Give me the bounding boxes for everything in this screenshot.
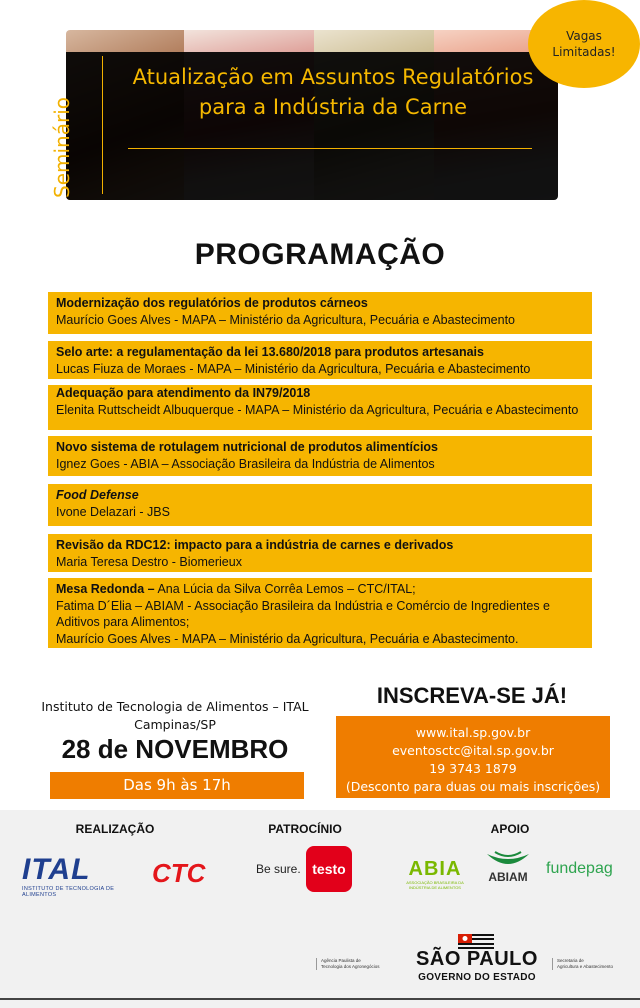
programme-item-title: Selo arte: a regulamentação da lei 13.680/2018 para produtos artesanais (56, 345, 484, 359)
event-hours: Das 9h às 17h (50, 772, 304, 799)
email-link[interactable]: eventosctc@ital.sp.gov.br (392, 743, 554, 758)
governo-text: GOVERNO DO ESTADO (418, 972, 536, 983)
apta-line1: Agência Paulista de (321, 958, 361, 963)
sponsors-footer (0, 810, 640, 1008)
round-table-title: Mesa Redonda – (56, 582, 155, 596)
programme-item-speaker: Elenita Ruttscheidt Albuquerque - MAPA – Ministério da Agricultura, Pecuária e Abastecimento (56, 402, 579, 417)
abia-logo-text: ABIA (408, 858, 462, 880)
abiam-swoosh-icon (485, 848, 531, 870)
programme-item-speaker: Maurício Goes Alves - MAPA – Ministério da Agricultura, Pecuária e Abastecimento (56, 312, 516, 327)
city: Campinas/SP (134, 717, 216, 732)
realizacao-label: REALIZAÇÃO (75, 822, 155, 836)
fundepag-logo: fundepag (546, 860, 613, 877)
abia-logo (400, 858, 470, 890)
banner-vertical-divider (102, 56, 103, 194)
programme-item-title: Revisão da RDC12: impacto para a indústria de carnes e derivados (56, 538, 454, 552)
ital-logo-subtitle: INSTITUTO DE TECNOLOGIA DE ALIMENTOS (22, 886, 115, 898)
round-table-speaker-2-org: - Associação Brasileira da Indústria e Comércio de Ingredientes e Aditivos para Alimentos; (56, 598, 550, 629)
round-table-speaker-3: Maurício Goes Alves - MAPA – Ministério da Agricultura, Pecuária e Abastecimento. (56, 631, 519, 646)
event-location (30, 698, 320, 734)
secretaria-line2: Agricultura e Abastecimento (557, 964, 614, 969)
apta-logo (316, 958, 380, 970)
abiam-logo-text: ABIAM (488, 870, 528, 884)
footer-bottom-rule (0, 998, 640, 1000)
banner-underline (128, 148, 532, 149)
programme-item (48, 292, 592, 334)
badge-line2: Limitadas! (552, 45, 616, 59)
programme-item-title: Modernização dos regulatórios de produtos cárneos (56, 296, 368, 310)
programme-item-speaker: Ignez Goes - ABIA – Associação Brasileira da Indústria de Alimentos (56, 456, 435, 471)
testo-tagline: Be sure. (256, 862, 301, 876)
abiam-logo (480, 848, 536, 884)
programme-item (48, 484, 592, 526)
programme-title: PROGRAMAÇÃO (194, 238, 446, 271)
banner-title (104, 62, 562, 122)
abia-logo-subtitle: ASSOCIAÇÃO BRASILEIRA DA INDÚSTRIA DE ALIMENTOS (406, 880, 464, 890)
round-table-line2 (56, 598, 584, 631)
discount-note: (Desconto para duas ou mais inscrições) (345, 779, 601, 794)
apoio-label: APOIO (490, 822, 530, 836)
round-table-speaker-2-name: Fatima D´Elia – ABIAM (56, 598, 184, 613)
ital-logo-text: ITAL (22, 853, 91, 886)
programme-item-speaker: Lucas Fiuza de Moraes - MAPA – Ministério da Agricultura, Pecuária e Abastecimento (56, 361, 531, 376)
apta-line2: Tecnologia dos Agronegócios (321, 964, 380, 969)
programme-item (48, 385, 592, 430)
testo-logo: testo (306, 846, 352, 892)
secretaria-logo (552, 958, 613, 970)
event-date: 28 de NOVEMBRO (61, 734, 289, 764)
institute-name: Instituto de Tecnologia de Alimentos – ITAL (41, 699, 309, 714)
programme-item (48, 436, 592, 476)
vagas-limitadas-badge (528, 0, 640, 88)
website-link[interactable]: www.ital.sp.gov.br (415, 725, 531, 740)
programme-item-title: Adequação para atendimento da IN79/2018 (56, 386, 311, 400)
banner-title-line1: Atualização em Assuntos Regulatórios (132, 65, 534, 89)
programme-item-speaker: Ivone Delazari - JBS (56, 504, 170, 519)
programme-item-speaker: Maria Teresa Destro - Biomerieux (56, 554, 242, 569)
banner-title-line2: para a Indústria da Carne (198, 95, 468, 119)
contact-box (336, 716, 610, 798)
programme-item-round-table (48, 578, 592, 648)
ctc-logo: CTC (152, 858, 206, 888)
badge-line1: Vagas (566, 29, 602, 43)
programme-item-title: Food Defense (56, 488, 139, 502)
phone-number: 19 3743 1879 (429, 761, 517, 776)
secretaria-line1: Secretaria de (557, 958, 584, 963)
round-table-line1 (56, 581, 584, 598)
sao-paulo-text: SÃO PAULO (416, 948, 538, 970)
ital-logo (22, 854, 132, 898)
patrocinio-label: PATROCÍNIO (268, 822, 342, 836)
round-table-speaker-1: Ana Lúcia da Silva Corrêa Lemos – CTC/ITAL; (157, 582, 416, 596)
seminario-text: Seminário (50, 97, 74, 198)
register-heading: INSCREVA-SE JÁ! (376, 683, 568, 708)
programme-item-title: Novo sistema de rotulagem nutricional de produtos alimentícios (56, 440, 439, 454)
programme-item (48, 534, 592, 572)
programme-item (48, 341, 592, 379)
